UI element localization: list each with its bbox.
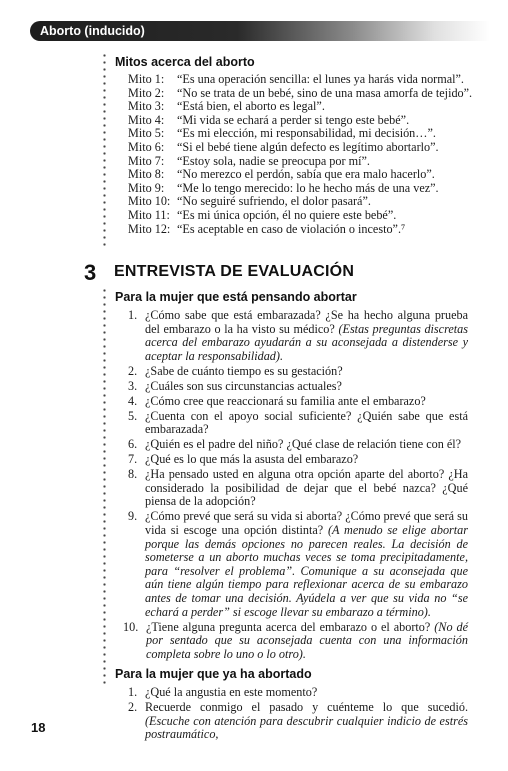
- question-item: [128, 309, 468, 363]
- question-number: 1.: [128, 685, 138, 699]
- myth-label: Mito 6:: [128, 139, 165, 154]
- question-text: Recuerde conmigo el pasado y cuénteme lo que sucedió.: [145, 699, 468, 714]
- myth-item: [128, 87, 498, 101]
- myth-label: Mito 2:: [128, 85, 165, 100]
- myths-list: [128, 73, 498, 236]
- myth-text: “Me lo tengo merecido: lo he hecho más de una vez”.: [177, 180, 439, 195]
- question-number: 2.: [128, 363, 138, 378]
- question-text: ¿Qué es lo que más la asusta del embarazo?: [145, 452, 359, 467]
- question-text: ¿Cómo cree que reaccionará su familia ante el embarazo?: [145, 393, 426, 408]
- question-item: [128, 438, 468, 452]
- question-number: 1.: [128, 308, 138, 322]
- question-text: ¿Cuenta con el apoyo social suficiente? ¿Quién sabe que está embarazada?: [145, 408, 468, 437]
- myth-label: Mito 4:: [128, 112, 165, 127]
- myth-label: Mito 3:: [128, 99, 165, 114]
- question-number: 10.: [123, 619, 139, 634]
- myth-text: “Está bien, el aborto es legal”.: [177, 99, 325, 114]
- myth-item: [128, 182, 498, 196]
- myth-item: [128, 127, 498, 141]
- myth-text: “Es una operación sencilla: el lunes ya harás vida normal”.: [177, 72, 464, 86]
- myth-item: [128, 155, 498, 169]
- question-number: 8.: [128, 467, 138, 482]
- question-number: 7.: [128, 452, 138, 467]
- considering-heading: Para la mujer que está pensando abortar: [115, 290, 357, 304]
- myths-heading: Mitos acerca del aborto: [115, 55, 255, 69]
- myth-item: [128, 209, 498, 223]
- question-item: [128, 395, 468, 409]
- myth-item: [128, 223, 498, 237]
- question-note: (Estas preguntas discretas acerca del embarazo ayudarán a su aconsejada a distenderse y aceptar la responsabilidad).: [145, 321, 468, 363]
- myth-text: “Es mi elección, mi responsabilidad, mi decisión…”.: [177, 126, 436, 141]
- question-item: [123, 619, 468, 662]
- myth-label: Mito 5:: [128, 126, 165, 141]
- myth-text: “No se trata de un bebé, sino de una masa amorfa de tejido”.: [177, 85, 473, 100]
- myth-item: [128, 141, 498, 155]
- question-number: 6.: [128, 437, 138, 452]
- question-text: ¿Tiene alguna pregunta acerca del embarazo o el aborto?: [146, 619, 435, 634]
- section-title: ENTREVISTA DE EVALUACIÓN: [114, 263, 355, 280]
- chapter-title: Aborto (inducido): [40, 24, 145, 38]
- section-number: 3: [84, 260, 97, 285]
- myth-label: Mito 7:: [128, 153, 165, 168]
- question-note: (A menudo se elige abortar porque las demás opciones no parecen reales. La decisión de someterse a un aborto muchas veces se toma precipitadamente, para “resolver el problema”. Comunique a su aconsejada que aún tiene algún tiempo para reflexionar acerca de su embarazo antes de tomar una decisión. Ayúdela a ver que su vida no “se echará a perder” si escoge llevar su embarazo a término).: [145, 523, 469, 619]
- question-number: 3.: [128, 378, 138, 393]
- question-number: 5.: [128, 408, 138, 423]
- question-text: ¿Cómo sabe que está embarazada? ¿Se ha hecho alguna prueba del embarazo o la ha visto su médico?: [145, 308, 468, 336]
- myth-text: “Estoy sola, nadie se preocupa por mí”.: [177, 153, 370, 168]
- myth-text: “No seguiré sufriendo, el dolor pasará”.: [177, 194, 371, 209]
- dotted-margin-rule: [103, 52, 106, 248]
- myth-text: “Si el bebé tiene algún defecto es legítimo abortarlo”.: [177, 139, 439, 154]
- myth-label: Mito 10:: [128, 194, 171, 209]
- question-item: [128, 380, 468, 394]
- considering-questions-list: [123, 308, 469, 663]
- myth-item: [128, 73, 498, 87]
- question-item: [128, 365, 468, 379]
- question-text: ¿Cuáles son sus circunstancias actuales?: [145, 378, 342, 393]
- myth-item: [128, 114, 498, 128]
- question-item: [128, 410, 468, 437]
- myth-item: [128, 100, 498, 114]
- myth-label: Mito 12:: [128, 221, 171, 236]
- myth-label: Mito 9:: [128, 180, 165, 195]
- question-number: 9.: [128, 509, 138, 524]
- question-item: [128, 453, 468, 467]
- question-note: (Escuche con atención para descubrir cualquier indicio de estrés postraumático,: [145, 713, 468, 742]
- question-text: ¿Sabe de cuánto tiempo es su gestación?: [145, 363, 343, 378]
- myth-label: Mito 8:: [128, 167, 165, 182]
- question-item: [128, 468, 468, 509]
- myth-label: Mito 11:: [128, 207, 170, 222]
- after-abortion-questions-list: [128, 686, 468, 743]
- myth-item: [128, 168, 498, 182]
- question-text: ¿Ha pensado usted en alguna otra opción aparte del aborto? ¿Ha considerado la posibilidad de dejar que el bebé nazca? ¿Qué piensa de la adopción?: [145, 467, 468, 509]
- myth-text: “Mi vida se echará a perder si tengo este bebé”.: [177, 112, 410, 127]
- question-number: 2.: [128, 699, 138, 714]
- question-number: 4.: [128, 393, 138, 408]
- page-number: 18: [31, 720, 46, 735]
- myth-label: Mito 1:: [128, 72, 165, 86]
- after-abortion-heading: Para la mujer que ya ha abortado: [115, 667, 312, 681]
- question-note: (No dé por sentado que su aconsejada cuenta con una información completa sobre lo uno o lo otro).: [146, 619, 468, 661]
- question-text: ¿Cómo prevé que será su vida si aborta? ¿Cómo prevé que será su vida si escoge una opción distinta?: [145, 509, 468, 538]
- question-item: [128, 701, 468, 742]
- myth-item: [128, 195, 498, 209]
- question-text: ¿Qué la angustia en este momento?: [145, 685, 318, 699]
- question-text: ¿Quién es el padre del niño? ¿Qué clase de relación tiene con él?: [145, 437, 462, 452]
- question-item: [128, 686, 468, 700]
- dotted-margin-rule: [103, 287, 106, 687]
- myth-text: “Es mi única opción, él no quiere este bebé”.: [177, 207, 397, 222]
- question-item: [128, 510, 468, 619]
- myth-text: “No merezco el perdón, sabía que era malo hacerlo”.: [177, 167, 435, 182]
- myth-text: “Es aceptable en caso de violación o incesto”.⁷: [177, 221, 406, 236]
